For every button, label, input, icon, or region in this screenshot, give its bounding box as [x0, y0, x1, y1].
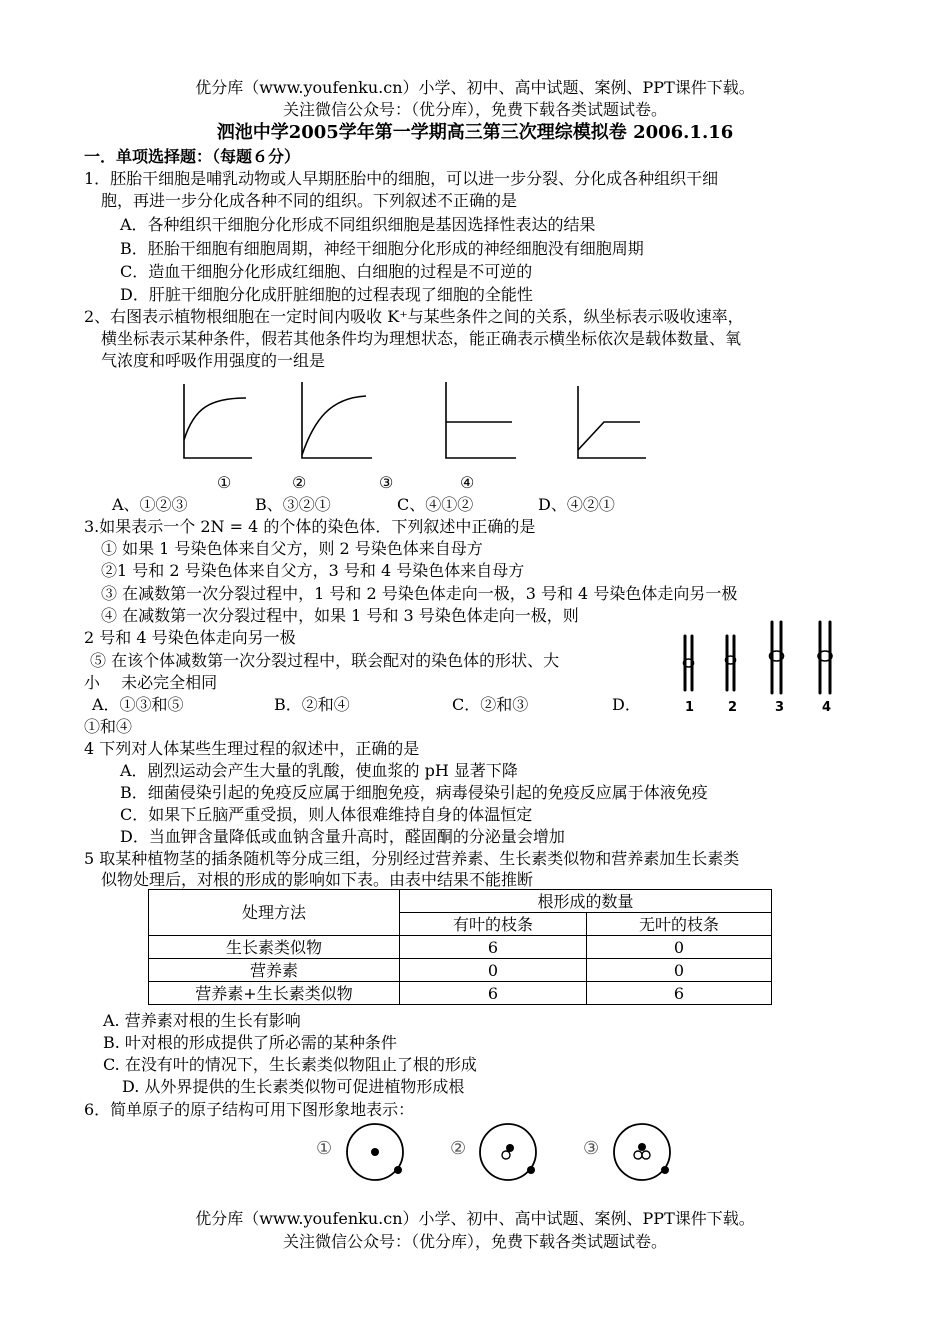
- footer-line-1: 优分库（www.youfenku.cn）小学、初中、高中试题、案例、PPT课件下载。: [195, 1209, 755, 1228]
- q3-option-d: D．: [612, 695, 641, 714]
- q4-option-c: C．如果下丘脑严重受损，则人体很难维持自身的体温恒定: [120, 805, 533, 824]
- table-cell: 营养素+生长素类似物: [149, 982, 400, 1005]
- footer-line-2: 关注微信公众号：（优分库），免费下载各类试题试卷。: [282, 1232, 667, 1251]
- q3-option-c: C．②和③: [452, 695, 529, 714]
- table-header-with-leaves: 有叶的枝条: [400, 913, 587, 936]
- table-cell: 6: [400, 982, 587, 1005]
- q2-stem-line-1: 2、右图表示植物根细胞在一定时间内吸收 K⁺与某些条件之间的关系，纵坐标表示吸收速率，: [84, 307, 744, 326]
- q3-statement-5a: ⑤ 在该个体减数第一次分裂过程中，联会配对的染色体的形状、大: [90, 651, 560, 670]
- table-cell: 0: [587, 936, 772, 959]
- q5-option-d: D. 从外界提供的生长素类似物可促进植物形成根: [122, 1077, 465, 1096]
- q4-option-b: B．细菌侵染引起的免疫反应属于细胞免疫，病毒侵染引起的免疫反应属于体液免疫: [120, 783, 708, 802]
- q3-statement-2: ②1 号和 2 号染色体来自父方，3 号和 4 号染色体来自母方: [101, 561, 525, 580]
- q2-graph-label-4: ④: [460, 473, 475, 492]
- table-header-method: 处理方法: [149, 890, 400, 936]
- q5-option-c: C. 在没有叶的情况下，生长素类似物阻止了根的形成: [103, 1055, 477, 1074]
- q3-option-a: A．①③和⑤: [92, 695, 184, 714]
- q4-option-d: D．当血钾含量降低或血钠含量升高时，醛固酮的分泌量会增加: [120, 827, 565, 846]
- section-heading: 一．单项选择题：（每题６分）: [84, 147, 301, 166]
- atom-2: [480, 1124, 536, 1180]
- q6-stem: 6．简单原子的原子结构可用下图形象地表示：: [84, 1100, 415, 1119]
- q3-statement-1: ① 如果 1 号染色体来自父方，则 2 号染色体来自母方: [101, 539, 483, 558]
- q4-stem: 4 下列对人体某些生理过程的叙述中，正确的是: [84, 739, 420, 758]
- chromosome-label-1: 1: [685, 700, 695, 715]
- table-cell: 6: [400, 936, 587, 959]
- q2-graph-label-1: ①: [217, 473, 232, 492]
- q5-stem-line-2: 似物处理后，对根的形成的影响如下表。由表中结果不能推断: [101, 870, 534, 889]
- q1-option-d: D．肝脏干细胞分化成肝脏细胞的过程表现了细胞的全能性: [120, 285, 533, 304]
- q3-option-d-cont: ①和④: [84, 717, 133, 736]
- table-cell: 生长素类似物: [149, 936, 400, 959]
- q5-option-b: B. 叶对根的形成提供了所必需的某种条件: [103, 1033, 397, 1052]
- q3-statement-5b: 小 未必完全相同: [84, 673, 218, 692]
- q3-statement-3: ③ 在减数第一次分裂过程中，1 号和 2 号染色体走向一极，3 号和 4 号染色体走向另一极: [101, 584, 738, 603]
- q3-statement-4b: 2 号和 4 号染色体走向另一极: [84, 628, 296, 647]
- q2-option-b: B、③②①: [255, 495, 331, 514]
- header-line-1: 优分库（www.youfenku.cn）小学、初中、高中试题、案例、PPT课件下载。: [195, 78, 755, 97]
- table-header-root-count: 根形成的数量: [400, 890, 772, 913]
- table-cell: 0: [587, 959, 772, 982]
- q3-statement-4a: ④ 在减数第一次分裂过程中，如果 1 号和 3 号染色体走向一极，则: [101, 606, 579, 625]
- q2-option-a: A、①②③: [112, 495, 188, 514]
- q2-option-c: C、④①②: [397, 495, 474, 514]
- q2-option-d: D、④②①: [538, 495, 615, 514]
- q1-stem-line-2: 胞，再进一步分化成各种不同的组织。下列叙述不正确的是: [101, 191, 518, 210]
- q2-stem-line-2: 横坐标表示某种条件，假若其他条件均为理想状态，能正确表示横坐标依次是载体数量、氧: [101, 329, 742, 348]
- q4-option-a: A．剧烈运动会产生大量的乳酸，使血浆的 pH 显著下降: [120, 761, 518, 780]
- atom-3: [614, 1124, 670, 1180]
- q2-stem-line-3: 气浓度和呼吸作用强度的一组是: [101, 351, 326, 370]
- table-cell: 6: [587, 982, 772, 1005]
- q1-option-b: B．胚胎干细胞有细胞周期，神经干细胞分化形成的神经细胞没有细胞周期: [120, 239, 644, 258]
- chromosome-label-3: 3: [775, 700, 785, 715]
- table-cell: 营养素: [149, 959, 400, 982]
- q1-option-c: C．造血干细胞分化形成红细胞、白细胞的过程是不可逆的: [120, 262, 533, 281]
- q6-label-3: ③: [583, 1138, 600, 1159]
- q5-stem-line-1: 5 取某种植物茎的插条随机等分成三组，分别经过营养素、生长素类似物和营养素加生长素类: [84, 849, 740, 868]
- q3-option-b: B．②和④: [274, 695, 350, 714]
- atom-1: [347, 1124, 403, 1180]
- header-line-2: 关注微信公众号：（优分库），免费下载各类试题试卷。: [282, 100, 667, 119]
- chromosome-label-4: 4: [822, 700, 832, 715]
- q1-option-a: A．各种组织干细胞分化形成不同组织细胞是基因选择性表达的结果: [120, 215, 596, 234]
- page-title: 泗池中学2005学年第一学期高三第三次理综模拟卷 2006.1.16: [216, 122, 734, 143]
- chromosome-label-2: 2: [728, 700, 738, 715]
- table-header-without-leaves: 无叶的枝条: [587, 913, 772, 936]
- table-cell: 0: [400, 959, 587, 982]
- q6-label-1: ①: [316, 1138, 333, 1159]
- q2-graph-label-3: ③: [379, 473, 394, 492]
- q2-graph-label-2: ②: [292, 473, 307, 492]
- q6-label-2: ②: [450, 1138, 467, 1159]
- q5-option-a: A. 营养素对根的生长有影响: [103, 1011, 301, 1030]
- q3-stem: 3.如果表示一个 2N = 4 的个体的染色体．下列叙述中正确的是: [84, 517, 536, 536]
- q1-stem-line-1: 1．胚胎干细胞是哺乳动物或人早期胚胎中的细胞，可以进一步分裂、分化成各种组织干细: [84, 169, 719, 188]
